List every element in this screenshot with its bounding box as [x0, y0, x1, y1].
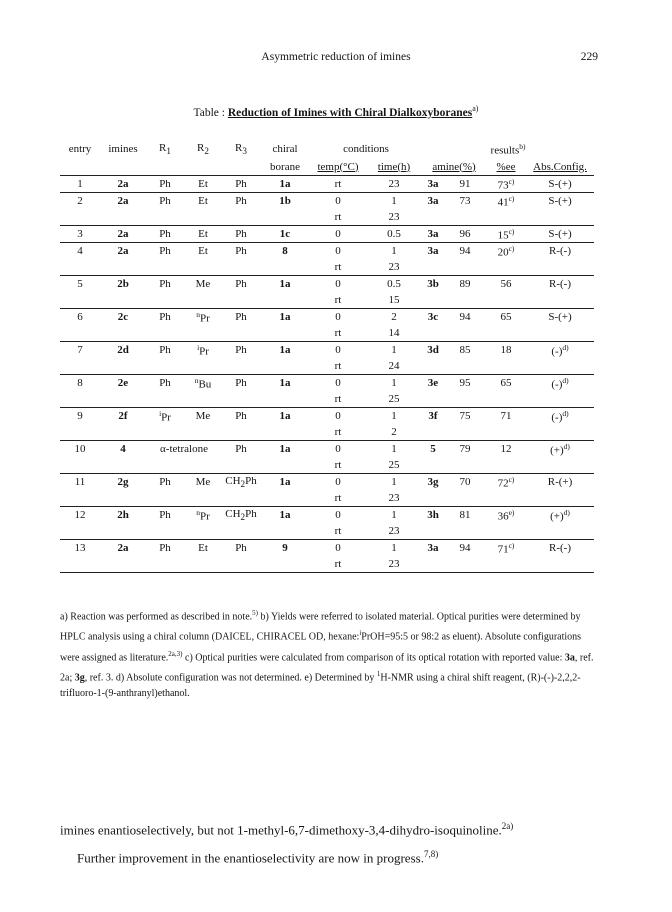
- cell-borane: 1a: [260, 408, 310, 425]
- cell-entry: 7: [60, 342, 100, 359]
- table-row-continuation: [60, 209, 594, 226]
- cell-borane: 1a: [260, 309, 310, 326]
- cell-time: 23: [388, 492, 400, 504]
- cell-r3: Ph: [222, 375, 260, 392]
- cell-temp: rt: [334, 492, 342, 504]
- cell-amine: 3h: [422, 507, 444, 524]
- table-row: [60, 507, 594, 524]
- cell-r1: Ph: [146, 276, 184, 293]
- cell-temp: rt: [310, 176, 366, 193]
- cell-temp: 0: [310, 540, 366, 557]
- cell-config: S-(+): [526, 309, 594, 326]
- table-row: [60, 243, 594, 260]
- cell-r2: $^n$Pr: [184, 507, 222, 524]
- cell-imine: 2b: [100, 276, 146, 293]
- cell-entry: 9: [60, 408, 100, 425]
- cell-r3: Ph: [222, 226, 260, 243]
- cell-entry: 3: [60, 226, 100, 243]
- cell-time: 1: [366, 408, 422, 425]
- table-row: [60, 474, 594, 491]
- cell-imine: 2h: [100, 507, 146, 524]
- cell-ee: 65: [486, 375, 526, 392]
- table-row: [60, 375, 594, 392]
- cell-temp: 0: [310, 507, 366, 524]
- table-row-continuation: [60, 523, 594, 540]
- cell-r2: $^i$Pr: [184, 342, 222, 359]
- cell-time: 23: [388, 261, 400, 273]
- cell-time: 0.5: [366, 226, 422, 243]
- cell-time: 25: [388, 459, 400, 471]
- cell-time: 2: [366, 309, 422, 326]
- cell-amine: 3a: [422, 193, 444, 210]
- cell-config: $(-)^{d)}$: [526, 342, 594, 359]
- table-row-continuation: [60, 457, 594, 474]
- table-footnotes: a) Reaction was performed as described in note.$^{5)}$ b) Yields were referred to isolated material. Optical purities were determined by HPLC analysis using a chiral column (DAICEL, CHIRACEL OD, hexane:$^i$PrOH=95:5 or 98:2 as eluent). Absolute configurations were assigned as literature.$^{2a,3)}$ c) Optical purities were calculated from comparison of its optical rotation with reported value: 3a, ref. 2a; 3g, ref. 3. d) Absolute configuration was not determined. e) Determined by $^1$H-NMR using a chiral shift reagent, (R)-(-)-2,2,2-trifluoro-1-(9-anthranyl)ethanol.: [60, 609, 594, 700]
- cell-yield: 94: [444, 309, 486, 326]
- cell-entry: 12: [60, 507, 100, 524]
- table-row: [60, 342, 594, 359]
- cell-imine: 4: [100, 441, 146, 458]
- cell-ee: 20$^{c)}$: [486, 243, 526, 260]
- cell-borane: 9: [260, 540, 310, 557]
- cell-amine: 3g: [422, 474, 444, 491]
- cell-temp: rt: [334, 327, 342, 339]
- cell-time: 1: [366, 342, 422, 359]
- cell-config: R-(+): [526, 474, 594, 491]
- table-row-continuation: [60, 325, 594, 342]
- body-text: [60, 814, 620, 871]
- cell-borane: 1b: [260, 193, 310, 210]
- header-r1: $R_1$: [159, 141, 171, 157]
- cell-ee: 65: [486, 309, 526, 326]
- header-time: time(h): [366, 158, 422, 176]
- table-header-row: [60, 140, 594, 158]
- cell-entry: 6: [60, 309, 100, 326]
- cell-config: $(+)^{d)}$: [526, 507, 594, 524]
- header-chiral: chiral: [272, 143, 298, 155]
- header-entry: entry: [68, 143, 92, 155]
- cell-ee: 36$^{e)}$: [486, 507, 526, 524]
- cell-config: R-(-): [526, 540, 594, 557]
- table-bottom-rule: [60, 573, 594, 574]
- cell-temp: rt: [334, 558, 342, 570]
- cell-entry: 13: [60, 540, 100, 557]
- table-row: [60, 226, 594, 243]
- table-row: [60, 309, 594, 326]
- cell-borane: 1c: [260, 226, 310, 243]
- cell-r1: Ph: [146, 309, 184, 326]
- cell-amine: 3a: [422, 243, 444, 260]
- table-title-main: Reduction of Imines with Chiral Dialkoxyboranes: [227, 106, 473, 119]
- cell-yield: 94: [444, 540, 486, 557]
- cell-r1: $^i$Pr: [146, 408, 184, 425]
- cell-borane: 1a: [260, 276, 310, 293]
- cell-r2: Me: [184, 474, 222, 491]
- table-title: [0, 104, 672, 119]
- cell-amine: 3f: [422, 408, 444, 425]
- table-row-continuation: [60, 490, 594, 507]
- cell-yield: 75: [444, 408, 486, 425]
- cell-r3: Ph: [222, 408, 260, 425]
- table-row: [60, 176, 594, 193]
- table-row: [60, 540, 594, 557]
- cell-amine: 3a: [422, 540, 444, 557]
- cell-time: 1: [366, 375, 422, 392]
- cell-time: 23: [366, 176, 422, 193]
- table-row-continuation: [60, 556, 594, 573]
- cell-entry: 5: [60, 276, 100, 293]
- cell-r2: $^n$Bu: [184, 375, 222, 392]
- table-row-continuation: [60, 424, 594, 441]
- cell-imine: 2c: [100, 309, 146, 326]
- cell-config: $(-)^{d)}$: [526, 408, 594, 425]
- cell-r2: $^n$Pr: [184, 309, 222, 326]
- cell-temp: rt: [334, 261, 342, 273]
- cell-imine: 2g: [100, 474, 146, 491]
- cell-temp: 0: [310, 309, 366, 326]
- cell-r1: Ph: [146, 226, 184, 243]
- cell-borane: 1a: [260, 441, 310, 458]
- table-subheader-row: [60, 158, 594, 176]
- cell-r3: $CH_2Ph$: [222, 474, 260, 491]
- cell-amine: 3d: [422, 342, 444, 359]
- cell-temp: 0: [310, 276, 366, 293]
- cell-r2: Et: [184, 243, 222, 260]
- cell-r1: Ph: [146, 193, 184, 210]
- cell-temp: rt: [334, 294, 342, 306]
- body-paragraph-1: imines enantioselectively, but not 1-methyl-6,7-dimethoxy-3,4-dihydro-isoquinoline.$^{2a)}$: [60, 821, 514, 838]
- cell-r3: Ph: [222, 276, 260, 293]
- cell-yield: 95: [444, 375, 486, 392]
- cell-r1: Ph: [146, 375, 184, 392]
- cell-amine: 3c: [422, 309, 444, 326]
- cell-config: $(-)^{d)}$: [526, 375, 594, 392]
- header-imines: imines: [108, 143, 138, 155]
- cell-r2: Me: [184, 276, 222, 293]
- cell-r2: Et: [184, 540, 222, 557]
- cell-borane: 8: [260, 243, 310, 260]
- table-row-continuation: [60, 292, 594, 309]
- cell-ee: 73$^{c)}$: [486, 176, 526, 193]
- header-ee: %ee: [486, 158, 526, 176]
- cell-yield: 70: [444, 474, 486, 491]
- cell-entry: 4: [60, 243, 100, 260]
- cell-imine: 2a: [100, 193, 146, 210]
- cell-temp: 0: [310, 193, 366, 210]
- cell-imine: 2a: [100, 176, 146, 193]
- header-borane: borane: [260, 158, 310, 176]
- cell-time: 1: [366, 540, 422, 557]
- cell-yield: 79: [444, 441, 486, 458]
- cell-config: S-(+): [526, 176, 594, 193]
- cell-entry: 8: [60, 375, 100, 392]
- cell-entry: 11: [60, 474, 100, 491]
- cell-ee: 41$^{c)}$: [486, 193, 526, 210]
- cell-borane: 1a: [260, 375, 310, 392]
- cell-yield: 94: [444, 243, 486, 260]
- cell-time: 1: [366, 243, 422, 260]
- cell-temp: 0: [310, 441, 366, 458]
- cell-temp: 0: [310, 243, 366, 260]
- cell-entry: 2: [60, 193, 100, 210]
- cell-r3: Ph: [222, 441, 260, 458]
- cell-ee: 15$^{c)}$: [486, 226, 526, 243]
- page-number: 229: [580, 51, 598, 63]
- cell-entry: 1: [60, 176, 100, 193]
- cell-imine: 2a: [100, 540, 146, 557]
- cell-config: S-(+): [526, 193, 594, 210]
- cell-imine: 2a: [100, 243, 146, 260]
- header-conditions: conditions: [343, 143, 389, 155]
- cell-borane: 1a: [260, 176, 310, 193]
- cell-imine: 2d: [100, 342, 146, 359]
- cell-config: $(+)^{d)}$: [526, 441, 594, 458]
- header-r2: $R_2$: [197, 141, 209, 157]
- cell-temp: rt: [334, 211, 342, 223]
- cell-config: R-(-): [526, 276, 594, 293]
- cell-time: 1: [366, 441, 422, 458]
- running-title: Asymmetric reduction of imines: [261, 51, 411, 63]
- cell-r1: Ph: [146, 507, 184, 524]
- cell-r3: Ph: [222, 540, 260, 557]
- cell-amine: 5: [422, 441, 444, 458]
- cell-r2: Et: [184, 176, 222, 193]
- cell-temp: rt: [334, 459, 342, 471]
- table-row: [60, 408, 594, 425]
- cell-time: 1: [366, 507, 422, 524]
- cell-temp: rt: [334, 426, 342, 438]
- cell-yield: 85: [444, 342, 486, 359]
- cell-temp: 0: [310, 342, 366, 359]
- cell-time: 23: [388, 211, 400, 223]
- cell-time: 1: [366, 474, 422, 491]
- table-row: [60, 193, 594, 210]
- cell-amine: 3a: [422, 176, 444, 193]
- cell-yield: 96: [444, 226, 486, 243]
- cell-time: 15: [388, 294, 400, 306]
- cell-temp: 0: [310, 375, 366, 392]
- cell-amine: 3b: [422, 276, 444, 293]
- cell-yield: 73: [444, 193, 486, 210]
- header-amine: amine(%): [422, 158, 486, 176]
- cell-temp: 0: [310, 226, 366, 243]
- cell-r1: Ph: [146, 243, 184, 260]
- cell-borane: 1a: [260, 474, 310, 491]
- cell-r3: Ph: [222, 176, 260, 193]
- cell-time: 24: [388, 360, 400, 372]
- cell-time: 23: [388, 558, 400, 570]
- cell-time: 2: [391, 426, 397, 438]
- body-paragraph-2: Further improvement in the enantioselectivity are now in progress.$^{7,8)}$: [77, 849, 439, 866]
- cell-r1: Ph: [146, 176, 184, 193]
- cell-time: 1: [366, 193, 422, 210]
- cell-r2: Me: [184, 408, 222, 425]
- cell-r1r2: α-tetralone: [146, 441, 222, 458]
- table-row: [60, 441, 594, 458]
- cell-r3: $CH_2Ph$: [222, 507, 260, 524]
- cell-ee: 56: [486, 276, 526, 293]
- cell-imine: 2e: [100, 375, 146, 392]
- cell-ee: 71$^{c)}$: [486, 540, 526, 557]
- cell-temp: rt: [334, 525, 342, 537]
- cell-temp: 0: [310, 408, 366, 425]
- cell-time: 14: [388, 327, 400, 339]
- header-abs-config: Abs.Config.: [526, 158, 594, 176]
- cell-r3: Ph: [222, 193, 260, 210]
- table-row-continuation: [60, 259, 594, 276]
- cell-r1: Ph: [146, 342, 184, 359]
- cell-yield: 81: [444, 507, 486, 524]
- cell-ee: 18: [486, 342, 526, 359]
- cell-borane: 1a: [260, 342, 310, 359]
- table-row: [60, 276, 594, 293]
- cell-yield: 89: [444, 276, 486, 293]
- cell-temp: 0: [310, 474, 366, 491]
- cell-config: S-(+): [526, 226, 594, 243]
- cell-r2: Et: [184, 193, 222, 210]
- cell-yield: 91: [444, 176, 486, 193]
- cell-amine: 3a: [422, 226, 444, 243]
- cell-time: 25: [388, 393, 400, 405]
- cell-imine: 2a: [100, 226, 146, 243]
- cell-time: 0.5: [366, 276, 422, 293]
- results-table: [60, 140, 594, 573]
- cell-r1: Ph: [146, 540, 184, 557]
- table-title-note: a): [472, 104, 479, 113]
- cell-temp: rt: [334, 393, 342, 405]
- cell-r3: Ph: [222, 342, 260, 359]
- cell-ee: 71: [486, 408, 526, 425]
- cell-ee: 72$^{c)}$: [486, 474, 526, 491]
- cell-r3: Ph: [222, 243, 260, 260]
- header-results: results$^{b)}$: [490, 141, 526, 157]
- header-r3: $R_3$: [235, 141, 247, 157]
- table-row-continuation: [60, 358, 594, 375]
- header-temp: temp(°C): [310, 158, 366, 176]
- cell-r1: Ph: [146, 474, 184, 491]
- table-row-continuation: [60, 391, 594, 408]
- cell-borane: 1a: [260, 507, 310, 524]
- cell-temp: rt: [334, 360, 342, 372]
- cell-config: R-(-): [526, 243, 594, 260]
- cell-time: 23: [388, 525, 400, 537]
- cell-entry: 10: [60, 441, 100, 458]
- table-title-prefix: Table :: [193, 106, 228, 119]
- cell-ee: 12: [486, 441, 526, 458]
- cell-imine: 2f: [100, 408, 146, 425]
- cell-r2: Et: [184, 226, 222, 243]
- cell-amine: 3e: [422, 375, 444, 392]
- cell-r3: Ph: [222, 309, 260, 326]
